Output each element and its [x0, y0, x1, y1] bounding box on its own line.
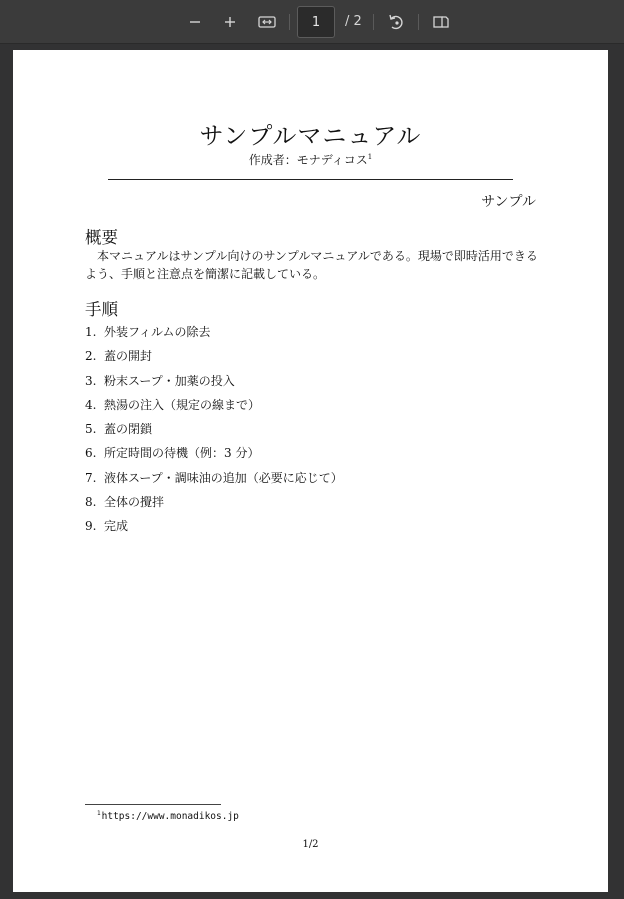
list-item [85, 349, 343, 373]
step-number: 7. [85, 470, 97, 485]
footnote-url[interactable]: https://www.monadikos.jp [101, 811, 239, 823]
step-text: 全体の攪拌 [104, 495, 165, 510]
fit-width-icon [258, 15, 276, 29]
procedure-steps [85, 325, 343, 544]
step-text: 粉末スープ・加薬の投入 [104, 373, 235, 388]
page-number: 1/2 [302, 839, 319, 850]
step-number: 1. [85, 325, 97, 339]
rotate-icon [387, 13, 405, 31]
step-text: 完成 [104, 519, 129, 534]
list-item [85, 446, 343, 470]
fit-width-button[interactable] [253, 8, 281, 36]
plus-icon [223, 15, 237, 29]
page-total-label: / 2 [345, 14, 362, 29]
abstract-heading: 概要 [85, 228, 118, 247]
pdf-toolbar [0, 0, 624, 44]
list-item [85, 495, 343, 519]
step-number: 6. [85, 446, 97, 461]
document-author [13, 151, 608, 168]
author-name: 作成者：モナディコス [248, 153, 368, 167]
step-number: 5. [85, 422, 97, 437]
footnote-mark: 1 [97, 810, 101, 817]
step-number: 9. [85, 519, 97, 534]
step-text: 蓋の閉鎖 [104, 422, 153, 437]
zoom-in-button[interactable] [216, 8, 244, 36]
step-text: 液体スープ・調味油の追加（必要に応じて） [104, 470, 343, 485]
list-item [85, 374, 343, 398]
document-title: サンプルマニュアル [199, 122, 422, 150]
list-item [85, 471, 343, 495]
document-label: サンプル [481, 194, 536, 210]
step-number: 2. [85, 349, 97, 364]
procedure-heading: 手順 [85, 300, 118, 319]
abstract-body: 本マニュアルはサンプル向けのサンプルマニュアルである。現場で即時活用できるよう、手順と注意点を簡潔に記載している。 [85, 249, 538, 281]
footnote-rule [85, 804, 221, 805]
title-rule [108, 179, 513, 180]
list-item [85, 519, 343, 543]
page-view-icon [432, 14, 450, 30]
step-text: 外装フィルムの除去 [104, 325, 211, 339]
zoom-out-button[interactable] [181, 8, 209, 36]
step-number: 8. [85, 495, 97, 510]
step-text: 所定時間の待機（例：3 分） [104, 446, 260, 461]
page-number-input[interactable] [297, 6, 335, 38]
document-page [13, 50, 608, 892]
step-number: 3. [85, 373, 97, 388]
list-item [85, 325, 343, 349]
footnote [97, 810, 239, 822]
page-view-button[interactable] [427, 8, 455, 36]
step-text: 熱湯の注入（規定の線まで） [104, 397, 261, 412]
list-item [85, 422, 343, 446]
rotate-button[interactable] [382, 8, 410, 36]
toolbar-divider [289, 14, 290, 30]
step-number: 4. [85, 397, 97, 412]
list-item [85, 398, 343, 422]
minus-icon [188, 15, 202, 29]
footnote-mark: 1 [367, 153, 373, 161]
step-text: 蓋の開封 [104, 349, 153, 364]
toolbar-divider [373, 14, 374, 30]
toolbar-divider [418, 14, 419, 30]
